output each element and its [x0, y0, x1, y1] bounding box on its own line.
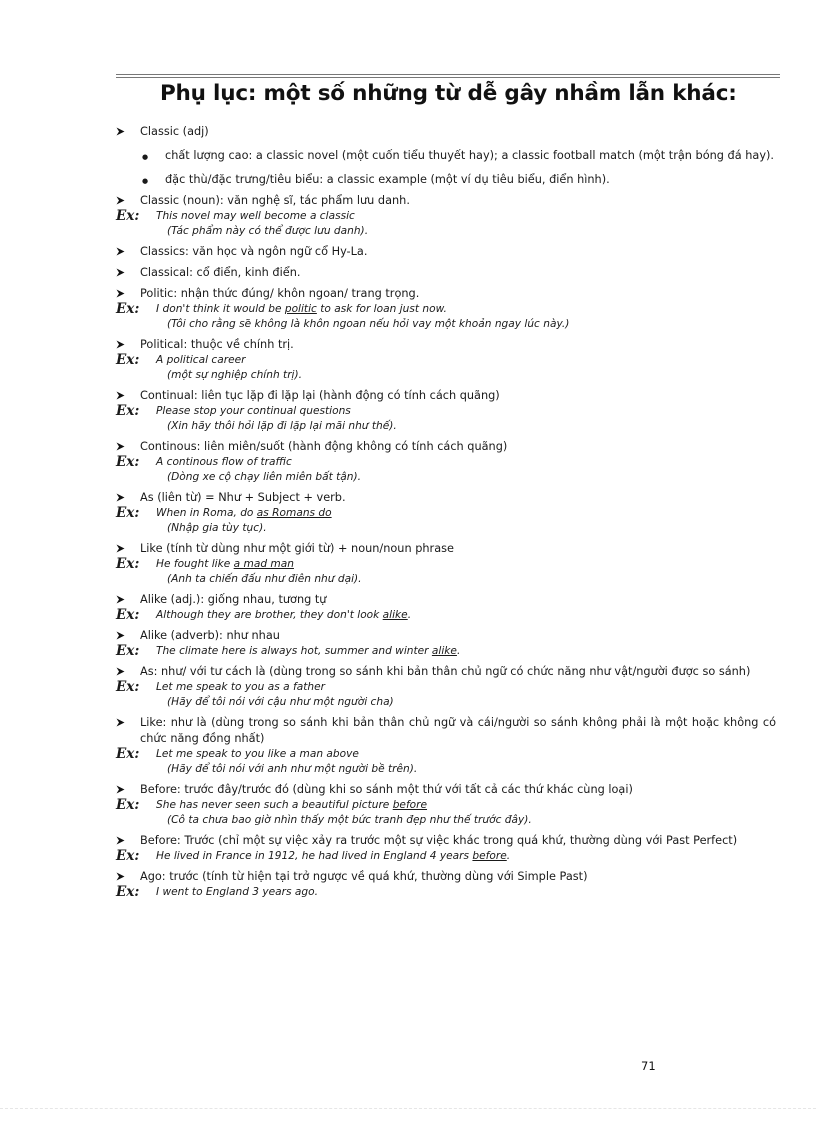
example-translation: (Hãy để tôi nói với anh như một người bề trên).	[167, 763, 418, 775]
example-text: Let me speak to you as a father	[156, 681, 325, 693]
example-sentence	[156, 747, 776, 762]
example-block	[116, 455, 776, 485]
list-item	[116, 193, 776, 209]
example-underlined-word: alike	[382, 609, 408, 621]
list-item-text: Classics: văn học và ngôn ngữ cổ Hy-La.	[140, 245, 368, 258]
example-sentence	[156, 557, 776, 572]
example-translation: (một sự nghiệp chính trị).	[167, 369, 302, 381]
list-item-text: Continous: liên miên/suốt (hành động không có tính cách quãng)	[140, 440, 508, 453]
example-underlined-word: a mad man	[233, 558, 294, 570]
list-item-text: As: như/ với tư cách là (dùng trong so sánh khi bản thân chủ ngữ có chức năng như vật/người được so sánh)	[140, 665, 751, 678]
example-sentence	[156, 608, 776, 623]
example-translation: (Tác phẩm này có thể được lưu danh).	[167, 225, 369, 237]
example-sentence	[156, 506, 776, 521]
example-block	[116, 747, 776, 777]
list-item-text: Alike (adj.): giống nhau, tương tự	[140, 593, 327, 606]
example-text: The climate here is always hot, summer and winter	[156, 645, 432, 657]
header-rule-bottom	[116, 77, 780, 78]
example-text-tail: .	[407, 609, 412, 621]
example-sentence	[156, 302, 776, 317]
example-block	[116, 404, 776, 434]
list-item-text: Classic (noun): văn nghệ sĩ, tác phẩm lưu danh.	[140, 194, 410, 207]
example-label: Ex:	[116, 505, 140, 521]
example-block	[116, 209, 776, 239]
list-item	[116, 592, 776, 608]
list-item	[116, 664, 776, 680]
list-item-text: Classic (adj)	[140, 125, 209, 138]
example-label: Ex:	[116, 884, 140, 900]
example-sentence	[156, 644, 776, 659]
example-label: Ex:	[116, 454, 140, 470]
arrow-bullet-icon	[116, 836, 124, 844]
arrow-bullet-icon	[116, 247, 124, 255]
example-label: Ex:	[116, 607, 140, 623]
arrow-bullet-icon	[116, 340, 124, 348]
list-item	[116, 715, 776, 747]
list-item-text: Classical: cổ điển, kinh điển.	[140, 266, 301, 279]
example-label: Ex:	[116, 352, 140, 368]
example-translation: (Anh ta chiến đấu như điên như dại).	[167, 573, 362, 585]
sub-list-item-text: đặc thù/đặc trưng/tiêu biểu: a classic example (một ví dụ tiêu biểu, điển hình).	[165, 173, 610, 186]
list-item	[116, 541, 776, 557]
page-title: Phụ lục: một số những từ dễ gây nhầm lẫn khác:	[160, 81, 737, 106]
sub-list-item	[116, 172, 776, 188]
list-item	[116, 782, 776, 798]
list-item-text: As (liên từ) = Như + Subject + verb.	[140, 491, 346, 504]
example-label: Ex:	[116, 403, 140, 419]
arrow-bullet-icon	[116, 544, 124, 552]
example-sentence	[156, 455, 776, 470]
arrow-bullet-icon	[116, 127, 124, 135]
list-item-text: Ago: trước (tính từ hiện tại trở ngược về quá khứ, thường dùng với Simple Past)	[140, 870, 588, 883]
example-block	[116, 644, 776, 659]
example-translation: (Nhập gia tùy tục).	[167, 522, 267, 534]
example-text: Please stop your continual questions	[156, 405, 351, 417]
arrow-bullet-icon	[116, 872, 124, 880]
list-item-text: Continual: liên tục lặp đi lặp lại (hành động có tính cách quãng)	[140, 389, 500, 402]
page-bottom-rule	[0, 1108, 816, 1109]
example-sentence	[156, 680, 776, 695]
list-item	[116, 388, 776, 404]
example-text-tail: .	[456, 645, 461, 657]
example-text: A continous flow of traffic	[156, 456, 292, 468]
example-underlined-word: before	[472, 850, 507, 862]
example-label: Ex:	[116, 556, 140, 572]
list-item	[116, 124, 776, 140]
example-text: She has never seen such a beautiful picture	[156, 799, 393, 811]
example-text: A political career	[156, 354, 246, 366]
example-underlined-word: before	[392, 799, 428, 811]
list-item	[116, 337, 776, 353]
list-item-text: Like: như là (dùng trong so sánh khi bản thân chủ ngữ và cái/người so sánh không phải là một hoặc không có chức năng đồng nhất)	[140, 716, 776, 745]
example-block	[116, 885, 776, 900]
arrow-bullet-icon	[116, 631, 124, 639]
example-text: Let me speak to you like a man above	[156, 748, 359, 760]
example-label: Ex:	[116, 679, 140, 695]
example-block	[116, 353, 776, 383]
example-label: Ex:	[116, 746, 140, 762]
example-text-tail: to ask for loan just now.	[316, 303, 447, 315]
list-item	[116, 439, 776, 455]
arrow-bullet-icon	[116, 595, 124, 603]
example-block	[116, 798, 776, 828]
list-item	[116, 244, 776, 260]
list-item-text: Alike (adverb): như nhau	[140, 629, 280, 642]
arrow-bullet-icon	[116, 391, 124, 399]
list-item	[116, 628, 776, 644]
example-sentence	[156, 798, 776, 813]
list-item	[116, 833, 776, 849]
list-item	[116, 490, 776, 506]
example-sentence	[156, 209, 776, 224]
sub-list-item	[116, 148, 776, 164]
example-block	[116, 506, 776, 536]
example-label: Ex:	[116, 797, 140, 813]
arrow-bullet-icon	[116, 493, 124, 501]
example-label: Ex:	[116, 301, 140, 317]
list-item-text: Like (tính từ dùng như một giới từ) + noun/noun phrase	[140, 542, 454, 555]
example-translation: (Tôi cho rằng sẽ không là khôn ngoan nếu hỏi vay một khoản ngay lúc này.)	[167, 318, 570, 330]
example-text: I don't think it would be	[156, 303, 285, 315]
list-item	[116, 869, 776, 885]
arrow-bullet-icon	[116, 442, 124, 450]
example-sentence	[156, 404, 776, 419]
header-rule-top	[116, 74, 780, 75]
list-item-text: Before: trước đây/trước đó (dùng khi so sánh một thứ với tất cả các thứ khác cùng loại)	[140, 783, 633, 796]
example-translation: (Hãy để tôi nói với cậu như một người cha)	[167, 696, 394, 708]
example-sentence	[156, 849, 776, 864]
arrow-bullet-icon	[116, 785, 124, 793]
example-text: When in Roma, do	[156, 507, 257, 519]
example-text: He lived in France in 1912, he had lived in England 4 years	[156, 850, 473, 862]
example-block	[116, 557, 776, 587]
list-item	[116, 286, 776, 302]
example-text: Although they are brother, they don't look	[156, 609, 383, 621]
arrow-bullet-icon	[116, 196, 124, 204]
example-underlined-word: as Romans do	[256, 507, 332, 519]
example-sentence	[156, 353, 776, 368]
example-block	[116, 849, 776, 864]
example-underlined-word: alike	[431, 645, 457, 657]
list-item-text: Before: Trước (chỉ một sự việc xảy ra trước một sự việc khác trong quá khứ, thường dùng với Past Perfect)	[140, 834, 738, 847]
arrow-bullet-icon	[116, 718, 124, 726]
example-text: He fought like	[156, 558, 234, 570]
arrow-bullet-icon	[116, 289, 124, 297]
list-item-text: Political: thuộc về chính trị.	[140, 338, 294, 351]
dot-bullet-icon: ●	[142, 153, 149, 161]
example-sentence	[156, 885, 776, 900]
list-item	[116, 265, 776, 281]
example-label: Ex:	[116, 848, 140, 864]
arrow-bullet-icon	[116, 268, 124, 276]
page-number: 71	[641, 1059, 656, 1073]
example-underlined-word: politic	[284, 303, 317, 315]
example-translation: (Cô ta chưa bao giờ nhìn thấy một bức tranh đẹp như thế trước đây).	[167, 814, 532, 826]
sub-list-item-text: chất lượng cao: a classic novel (một cuốn tiểu thuyết hay); a classic football match (một trận bóng đá hay).	[165, 149, 775, 162]
arrow-bullet-icon	[116, 667, 124, 675]
example-text: This novel may well become a classic	[156, 210, 355, 222]
example-block	[116, 302, 776, 332]
example-translation: (Dòng xe cộ chạy liên miên bất tận).	[167, 471, 362, 483]
example-text: I went to England 3 years ago.	[156, 886, 318, 898]
example-label: Ex:	[116, 208, 140, 224]
example-translation: (Xin hãy thôi hỏi lặp đi lặp lại mãi như thế).	[167, 420, 397, 432]
dot-bullet-icon: ●	[142, 177, 149, 185]
list-item-text: Politic: nhận thức đúng/ khôn ngoan/ trang trọng.	[140, 287, 420, 300]
appendix-content	[116, 124, 776, 900]
example-block	[116, 680, 776, 710]
example-label: Ex:	[116, 643, 140, 659]
example-block	[116, 608, 776, 623]
example-text-tail: .	[506, 850, 511, 862]
